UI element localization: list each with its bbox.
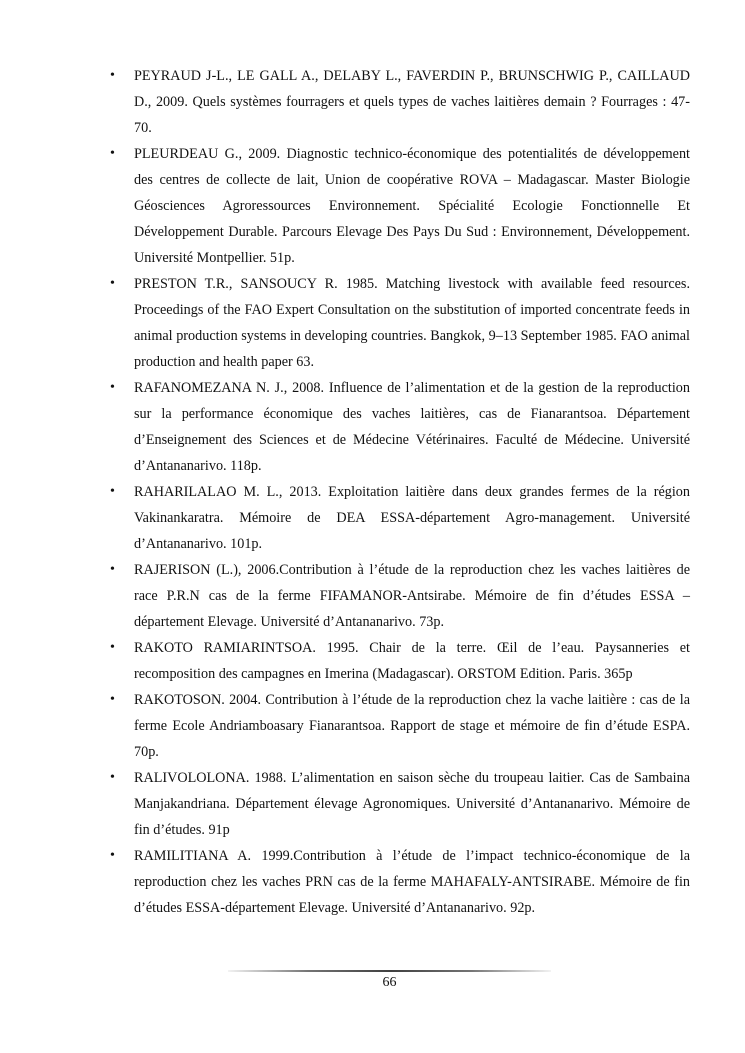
reference-item	[110, 765, 690, 843]
reference-item	[110, 557, 690, 635]
page-number: 66	[382, 975, 397, 990]
bullet-icon: •	[110, 68, 115, 83]
reference-text: RAKOTOSON. 2004. Contribution à l’étude de la reproduction chez la vache laitière : cas de la ferme Ecole Andriamboasary Fianarantsoa. Rapport de stage et mémoire de fin d’étude ESPA. 70p.	[134, 692, 690, 760]
reference-item	[110, 375, 690, 479]
bullet-icon: •	[110, 380, 115, 395]
reference-text: PLEURDEAU G., 2009. Diagnostic technico-économique des potentialités de développement des centres de collecte de lait, Union de coopérative ROVA – Madagascar. Master Biologie Géosciences Agroressources Environnement. Spécialité Ecologie Fonctionnelle Et Développement Durable. Parcours Elevage Des Pays Du Sud : Environnement, Développement. Université Montpellier. 51p.	[134, 146, 690, 266]
reference-text: RAMILITIANA A. 1999.Contribution à l’étude de l’impact technico-économique de la reproduction chez les vaches PRN cas de la ferme MAHAFALY-ANTSIRABE. Mémoire de fin d’études ESSA-département Elevage. Université d’Antananarivo. 92p.	[134, 848, 690, 916]
bullet-icon: •	[110, 640, 115, 655]
reference-text: PEYRAUD J-L., LE GALL A., DELABY L., FAVERDIN P., BRUNSCHWIG P., CAILLAUD D., 2009. Quels systèmes fourragers et quels types de vaches laitières demain ? Fourrages : 47-70.	[134, 68, 690, 136]
reference-item	[110, 479, 690, 557]
reference-item	[110, 843, 690, 921]
reference-text: RAFANOMEZANA N. J., 2008. Influence de l’alimentation et de la gestion de la reproduction sur la performance économique des vaches laitières, cas de Fianarantsoa. Département d’Enseignement des Sciences et de Médecine Vétérinaires. Faculté de Médecine. Université d’Antananarivo. 118p.	[134, 380, 690, 474]
reference-text: RAHARILALAO M. L., 2013. Exploitation laitière dans deux grandes fermes de la région Vakinankaratra. Mémoire de DEA ESSA-département Agro-management. Université d’Antananarivo. 101p.	[134, 484, 690, 552]
bullet-icon: •	[110, 562, 115, 577]
bullet-icon: •	[110, 848, 115, 863]
bullet-icon: •	[110, 146, 115, 161]
reference-text: RAKOTO RAMIARINTSOA. 1995. Chair de la terre. Œil de l’eau. Paysanneries et recomposition des campagnes en Imerina (Madagascar). ORSTOM Edition. Paris. 365p	[134, 640, 690, 682]
reference-item	[110, 271, 690, 375]
bullet-icon: •	[110, 692, 115, 707]
reference-list	[110, 63, 690, 921]
bullet-icon: •	[110, 770, 115, 785]
reference-item	[110, 141, 690, 271]
reference-item	[110, 635, 690, 687]
bullet-icon: •	[110, 276, 115, 291]
footer-divider	[228, 970, 551, 972]
reference-item	[110, 63, 690, 141]
reference-text: RALIVOLOLONA. 1988. L’alimentation en saison sèche du troupeau laitier. Cas de Sambaina Manjakandriana. Département élevage Agronomiques. Université d’Antananarivo. Mémoire de fin d’études. 91p	[134, 770, 690, 838]
bullet-icon: •	[110, 484, 115, 499]
reference-item	[110, 687, 690, 765]
reference-text: RAJERISON (L.), 2006.Contribution à l’étude de la reproduction chez les vaches laitières de race P.R.N cas de la ferme FIFAMANOR-Antsirabe. Mémoire de fin d’études ESSA – département Elevage. Université d’Antananarivo. 73p.	[134, 562, 690, 630]
reference-text: PRESTON T.R., SANSOUCY R. 1985. Matching livestock with available feed resources. Proceedings of the FAO Expert Consultation on the substitution of imported concentrate feeds in animal production systems in developing countries. Bangkok, 9–13 September 1985. FAO animal production and health paper 63.	[134, 276, 690, 370]
